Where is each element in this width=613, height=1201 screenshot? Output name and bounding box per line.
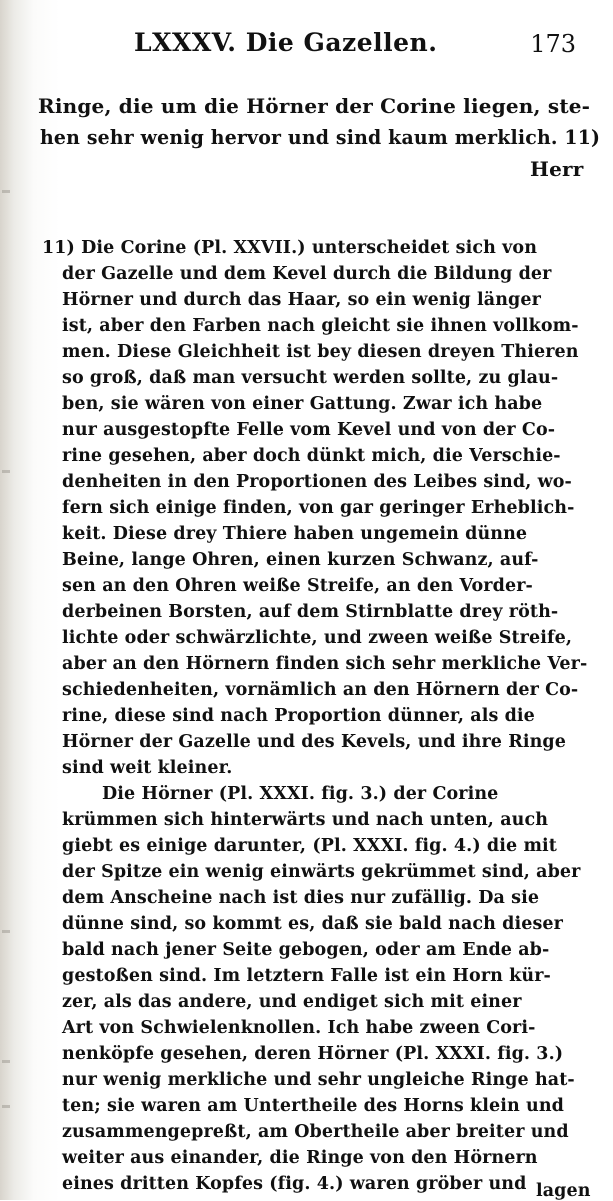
footnote-line: denheiten in den Proportionen des Leibes sind, wo-	[62, 472, 572, 492]
footnote-line: nur ausgestopfte Felle vom Kevel und von der Co-	[62, 420, 556, 440]
footnote-line: aber an den Hörnern finden sich sehr merkliche Ver-	[62, 654, 588, 674]
footnote-line: zer, als das andere, und endiget sich mit einer	[62, 992, 522, 1012]
footnote-line: sen an den Ohren weiße Streife, an den Vorder-	[62, 576, 533, 596]
footnote-line: nur wenig merkliche und sehr ungleiche Ringe hat-	[62, 1070, 575, 1090]
footnote-line: der Gazelle und dem Kevel durch die Bildung der	[62, 264, 552, 284]
footnote-line: ben, sie wären von einer Gattung. Zwar ich habe	[62, 394, 543, 414]
footnote-line: Die Hörner (Pl. XXXI. fig. 3.) der Corine	[102, 784, 499, 804]
footnote-line: ten; sie waren am Untertheile des Horns klein und	[62, 1096, 564, 1116]
page-number: 173	[530, 30, 576, 58]
footnote-line: sind weit kleiner.	[62, 758, 233, 778]
catchword: lagen	[536, 1181, 591, 1201]
catchword: Herr	[530, 157, 584, 181]
footnote-line: fern sich einige finden, von gar geringer Erheblich-	[62, 498, 575, 518]
footnote-line: giebt es einige darunter, (Pl. XXXI. fig. 4.) die mit	[62, 836, 557, 856]
footnote-line: krümmen sich hinterwärts und nach unten, auch	[62, 810, 549, 830]
text-line: Ringe, die um die Hörner der Corine liegen, ste-	[38, 94, 591, 118]
footnote-line: rine gesehen, aber doch dünkt mich, die Verschie-	[62, 446, 561, 466]
footnote-line: Beine, lange Ohren, einen kurzen Schwanz, auf-	[62, 550, 539, 570]
footnote-line: men. Diese Gleichheit ist bey diesen dreyen Thieren	[62, 342, 579, 362]
footnote-line: bald nach jener Seite gebogen, oder am Ende ab-	[62, 940, 550, 960]
footnote-line: weiter aus einander, die Ringe von den Hörnern	[62, 1148, 538, 1168]
text-line: hen sehr wenig hervor und sind kaum merklich. 11)	[40, 125, 601, 149]
footnote-line: gestoßen sind. Im letztern Falle ist ein Horn kür-	[62, 966, 551, 986]
footnote-line: schiedenheiten, vornämlich an den Hörnern der Co-	[62, 680, 579, 700]
footnote-line: Hörner der Gazelle und des Kevels, und ihre Ringe	[62, 732, 566, 752]
running-head: LXXXV. Die Gazellen.	[134, 28, 438, 57]
footnote-line: eines dritten Kopfes (fig. 4.) waren gröber und	[62, 1174, 527, 1194]
footnote-line: nenköpfe gesehen, deren Hörner (Pl. XXXI. fig. 3.)	[62, 1044, 564, 1064]
footnote-line: derbeinen Borsten, auf dem Stirnblatte drey röth-	[62, 602, 559, 622]
footnote-line: dünne sind, so kommt es, daß sie bald nach dieser	[62, 914, 563, 934]
footnote-line: dem Anscheine nach ist dies nur zufällig. Da sie	[62, 888, 540, 908]
footnote-line: 11) Die Corine (Pl. XXVII.) unterscheidet sich von	[42, 238, 538, 258]
footnote-line: Art von Schwielenknollen. Ich habe zween Cori-	[62, 1018, 536, 1038]
page-header	[60, 26, 580, 66]
footnote-line: rine, diese sind nach Proportion dünner, als die	[62, 706, 535, 726]
footnote-line: zusammengepreßt, am Obertheile aber breiter und	[62, 1122, 569, 1142]
footnote-line: so groß, daß man versucht werden sollte, zu glau-	[62, 368, 559, 388]
footnote-line: lichte oder schwärzlichte, und zween weiße Streife,	[62, 628, 573, 648]
binding-edge	[2, 0, 16, 1200]
footnote-line: Hörner und durch das Haar, so ein wenig länger	[62, 290, 541, 310]
footnote-line: ist, aber den Farben nach gleicht sie ihnen vollkom-	[62, 316, 579, 336]
footnote-line: der Spitze ein wenig einwärts gekrümmet sind, aber	[62, 862, 581, 882]
footnote-line: keit. Diese drey Thiere haben ungemein dünne	[62, 524, 528, 544]
